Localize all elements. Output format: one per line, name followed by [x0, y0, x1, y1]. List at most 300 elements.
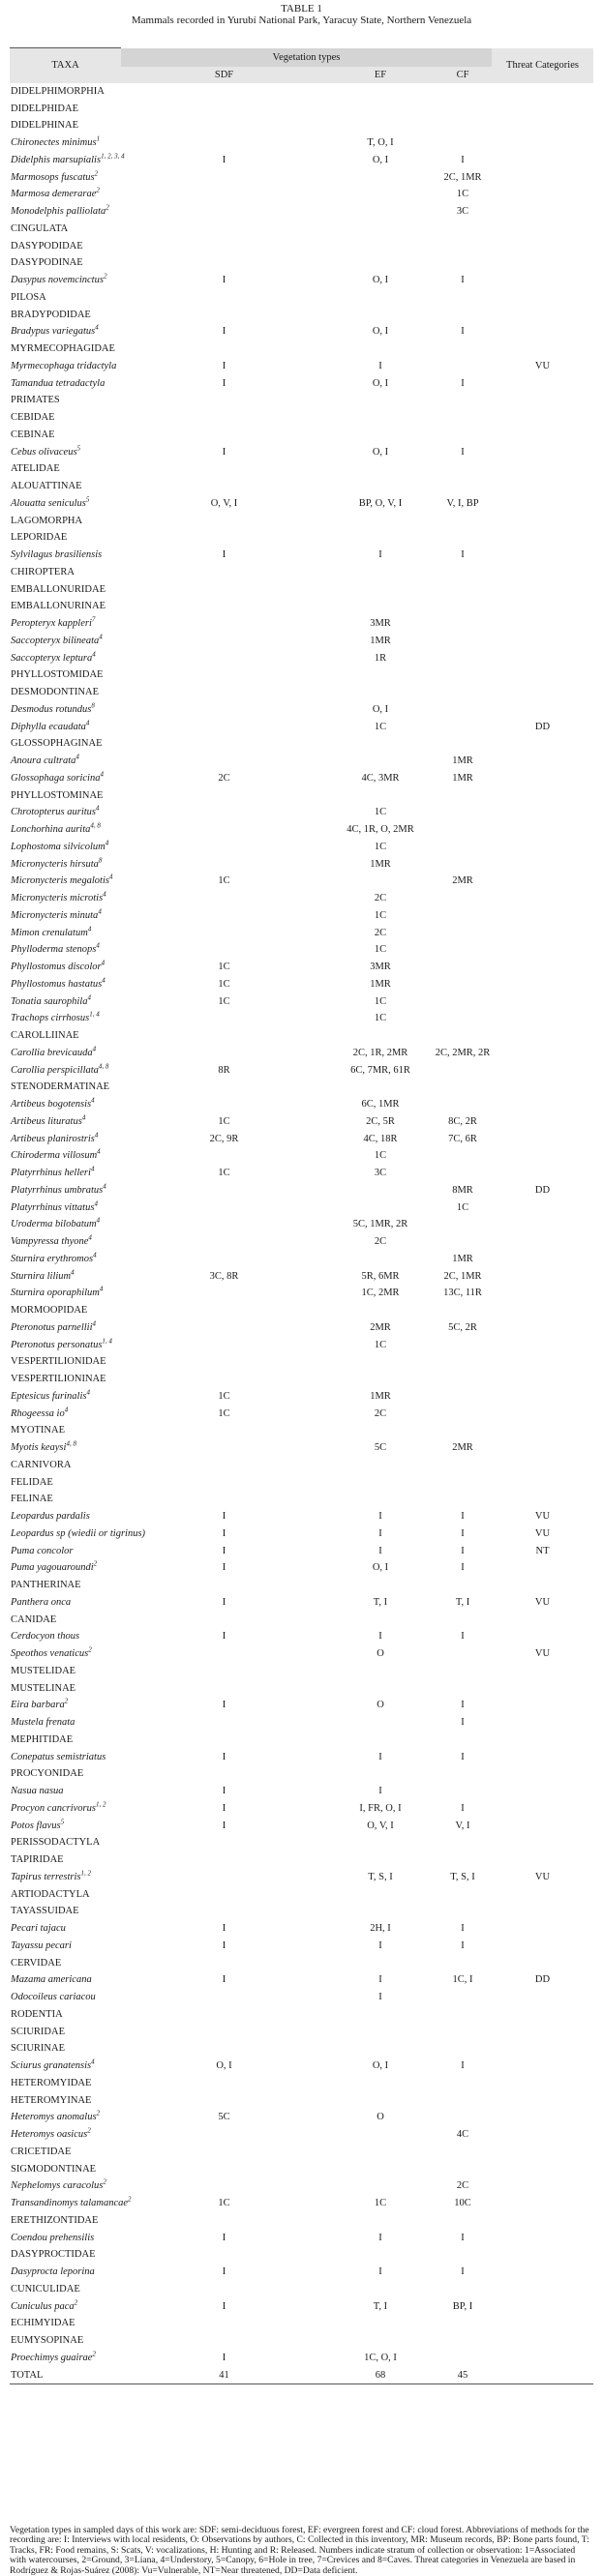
- source-superscript: 4: [91, 2058, 95, 2066]
- taxon-text: CHIROPTERA: [11, 566, 75, 577]
- taxon-text: Transandinomys talamancae: [11, 2198, 129, 2209]
- sdf-cell: [121, 1045, 327, 1062]
- threat-cell: [492, 804, 593, 821]
- taxon-group-name: [10, 1834, 121, 1851]
- threat-cell: [492, 649, 593, 666]
- taxon-text: Cebus olivaceus: [11, 446, 77, 458]
- species-row: [10, 1869, 593, 1886]
- species-name: [10, 1783, 121, 1800]
- threat-cell: [492, 203, 593, 221]
- empty-cell: [121, 786, 593, 804]
- source-superscript: 4: [71, 1268, 75, 1277]
- ef-cell: I: [378, 1992, 382, 2003]
- threat-cell: [492, 976, 593, 993]
- taxon-text: Micronycteris minuta: [11, 909, 99, 921]
- empty-cell: [121, 512, 593, 529]
- source-superscript: 2: [74, 2298, 78, 2307]
- sdf-cell: [121, 203, 327, 221]
- sdf-cell: I: [222, 1631, 226, 1643]
- empty-cell: [121, 1353, 593, 1371]
- ef-cell: O, I: [372, 1562, 389, 1574]
- taxon-text: ERETHIZONTIDAE: [11, 2214, 99, 2226]
- taxon-group-name: [10, 598, 121, 615]
- species-row: [10, 1542, 593, 1559]
- species-name: [10, 1817, 121, 1834]
- taxa-column-header: TAXA: [10, 48, 121, 83]
- ef-cell: [327, 873, 434, 890]
- taxon-text: Carollia brevicauda: [11, 1047, 93, 1058]
- taxon-group-name: [10, 392, 121, 409]
- taxon-text: Phyllostomus hastatus: [11, 978, 103, 990]
- sdf-cell: [121, 1096, 327, 1113]
- sdf-cell: I: [222, 1923, 226, 1935]
- taxon-text: Cuniculus paca: [11, 2300, 75, 2312]
- taxon-text: Chironectes minimus: [11, 137, 97, 149]
- species-name: [10, 855, 121, 873]
- ef-cell: 2H, I: [370, 1923, 391, 1935]
- source-superscript: 4: [87, 993, 91, 1002]
- source-superscript: 1, 2: [95, 1800, 106, 1809]
- taxon-group-row: [10, 2144, 593, 2161]
- taxon-text: PHYLLOSTOMIDAE: [11, 669, 104, 681]
- sdf-cell: I: [222, 326, 226, 338]
- taxon-group-name: [10, 1732, 121, 1749]
- taxon-group-row: [10, 1422, 593, 1439]
- taxon-group-name: [10, 1422, 121, 1439]
- taxon-text: CERVIDAE: [11, 1957, 62, 1969]
- taxon-group-row: [10, 1302, 593, 1319]
- source-superscript: 4: [96, 941, 100, 950]
- cf-cell: [434, 959, 492, 976]
- species-name: [10, 2264, 121, 2281]
- taxon-text: Potos flavus: [11, 1820, 61, 1831]
- species-name: [10, 1628, 121, 1645]
- sdf-cell: I: [222, 2232, 226, 2243]
- species-name: [10, 1045, 121, 1062]
- empty-cell: [121, 478, 593, 495]
- taxon-group-row: [10, 1765, 593, 1783]
- source-superscript: 2: [88, 1645, 92, 1654]
- species-row: [10, 1783, 593, 1800]
- cf-cell: V, I: [455, 1820, 470, 1831]
- species-name: [10, 718, 121, 735]
- taxon-text: EMBALLONURIDAE: [11, 583, 106, 595]
- taxon-text: CAROLLIINAE: [11, 1030, 79, 1042]
- taxon-text: ALOUATTINAE: [11, 481, 82, 492]
- taxon-text: PERISSODACTYLA: [11, 1837, 101, 1849]
- sdf-cell: 2C, 9R: [209, 1133, 239, 1144]
- source-superscript: 4: [94, 1199, 98, 1208]
- ef-cell: I: [378, 1527, 382, 1539]
- cf-cell: [434, 1165, 492, 1182]
- ef-cell: [327, 203, 434, 221]
- cf-cell: 8MR: [452, 1184, 473, 1196]
- empty-cell: [121, 289, 593, 307]
- cf-cell: I: [461, 1700, 465, 1711]
- source-superscript: 4, 8: [66, 1439, 76, 1448]
- taxon-group-row: [10, 735, 593, 753]
- table-title: TABLE 1: [281, 3, 322, 15]
- taxon-group-name: [10, 2281, 121, 2298]
- empty-cell: [121, 1027, 593, 1045]
- ef-cell: 6C, 7MR, 61R: [350, 1064, 410, 1076]
- sdf-cell: I: [222, 1700, 226, 1711]
- taxon-group-name: [10, 580, 121, 598]
- cf-cell: 10C: [454, 2198, 471, 2209]
- cf-cell: 2MR: [452, 875, 473, 887]
- species-name: [10, 2297, 121, 2315]
- sdf-cell: [121, 890, 327, 907]
- ef-cell: 4C, 18R: [363, 1133, 398, 1144]
- species-name: [10, 890, 121, 907]
- threat-cell: [492, 907, 593, 925]
- taxon-text: Leopardus sp (wiedii or tigrinus): [11, 1527, 146, 1539]
- ef-cell: 2C, 1R, 2MR: [352, 1047, 408, 1058]
- species-name: [10, 1336, 121, 1353]
- sdf-cell: 5C: [218, 2112, 230, 2123]
- species-name: [10, 1061, 121, 1079]
- taxon-group-name: [10, 1663, 121, 1680]
- species-row: [10, 495, 593, 513]
- sdf-cell: [121, 1199, 327, 1216]
- taxon-text: Tamandua tetradactyla: [11, 377, 106, 389]
- taxon-group-row: [10, 237, 593, 254]
- cf-cell: I: [461, 1545, 465, 1556]
- species-name: [10, 1989, 121, 2006]
- threat-cell: [492, 2229, 593, 2246]
- taxon-text: Pecari tajacu: [11, 1923, 66, 1935]
- species-name: [10, 1697, 121, 1714]
- species-row: [10, 804, 593, 821]
- taxon-text: Speothos venaticus: [11, 1648, 89, 1660]
- source-superscript: 2: [106, 203, 109, 212]
- threat-cell: DD: [534, 1974, 551, 1986]
- species-name: [10, 168, 121, 186]
- threat-cell: [492, 323, 593, 341]
- species-name: [10, 633, 121, 650]
- sdf-cell: 8R: [218, 1064, 230, 1076]
- cf-cell: 2C, 1MR: [443, 171, 482, 183]
- species-row: [10, 1559, 593, 1577]
- sdf-cell: 1C: [218, 1168, 230, 1179]
- taxon-group-row: [10, 100, 593, 117]
- taxon-text: SCIURIDAE: [11, 2026, 66, 2037]
- threat-cell: [492, 443, 593, 460]
- cf-cell: 2MR: [452, 1442, 473, 1454]
- empty-cell: [121, 1422, 593, 1439]
- empty-cell: [121, 564, 593, 581]
- ef-cell: T, I: [373, 1596, 388, 1608]
- taxon-group-row: [10, 254, 593, 272]
- source-superscript: 4, 8: [98, 1062, 109, 1071]
- species-row: [10, 358, 593, 375]
- species-row: [10, 1817, 593, 1834]
- species-row: [10, 374, 593, 392]
- threat-cell: [492, 839, 593, 856]
- empty-cell: [121, 684, 593, 701]
- cf-cell: I: [461, 1631, 465, 1643]
- source-superscript: 4: [94, 1131, 99, 1140]
- source-superscript: 4: [75, 753, 79, 761]
- sdf-cell: I: [222, 154, 226, 165]
- cf-cell: [434, 358, 492, 375]
- cf-cell: [434, 1783, 492, 1800]
- taxon-text: VESPERTILIONIDAE: [11, 1356, 106, 1368]
- source-superscript: 4: [92, 1045, 97, 1053]
- taxon-text: Vampyressa thyone: [11, 1236, 89, 1248]
- species-name: [10, 2126, 121, 2144]
- taxon-text: TAYASSUIDAE: [11, 1906, 79, 1917]
- sdf-cell: I: [222, 446, 226, 458]
- empty-cell: [121, 1732, 593, 1749]
- empty-cell: [121, 1903, 593, 1920]
- threat-cell: [492, 1113, 593, 1131]
- species-name: [10, 976, 121, 993]
- threat-cell: [492, 701, 593, 719]
- taxon-text: EUMYSOPINAE: [11, 2335, 84, 2347]
- source-superscript: 4: [81, 1113, 86, 1122]
- source-superscript: 4: [95, 323, 99, 332]
- source-superscript: 4: [85, 719, 90, 727]
- ef-cell: 1C: [374, 2198, 387, 2209]
- species-name: [10, 1319, 121, 1337]
- empty-cell: [121, 1679, 593, 1697]
- taxon-group-name: [10, 1903, 121, 1920]
- empty-cell: [121, 580, 593, 598]
- ef-cell: I: [378, 2266, 382, 2278]
- species-name: [10, 1542, 121, 1559]
- cf-cell: [434, 804, 492, 821]
- taxon-text: Artibeus bogotensis: [11, 1099, 92, 1110]
- cf-cell: 1MR: [452, 755, 473, 767]
- source-superscript: 4: [96, 1216, 101, 1225]
- cf-cell: [434, 1096, 492, 1113]
- empty-cell: [121, 666, 593, 684]
- taxon-group-row: [10, 666, 593, 684]
- taxon-group-row: [10, 512, 593, 529]
- ef-cell: [327, 186, 434, 203]
- taxon-text: Diphylla ecaudata: [11, 721, 86, 732]
- cf-cell: [434, 2109, 492, 2126]
- sdf-cell: I: [222, 1939, 226, 1951]
- cf-cell: 4C: [456, 2129, 469, 2141]
- cf-cell: [434, 1147, 492, 1165]
- sdf-cell: I: [222, 1596, 226, 1608]
- species-name: [10, 1388, 121, 1406]
- taxon-group-row: [10, 2160, 593, 2177]
- source-superscript: 2: [96, 186, 100, 194]
- species-row: [10, 1697, 593, 1714]
- ef-cell: [327, 1182, 434, 1199]
- sdf-cell: [121, 1147, 327, 1165]
- species-name: [10, 1645, 121, 1663]
- taxon-text: MUSTELIDAE: [11, 1665, 76, 1676]
- taxon-group-name: [10, 786, 121, 804]
- taxon-group-name: [10, 2091, 121, 2109]
- threat-cell: VU: [534, 1511, 551, 1523]
- taxon-group-name: [10, 684, 121, 701]
- ef-cell: 4C, 3MR: [361, 772, 400, 784]
- sdf-cell: I: [222, 549, 226, 561]
- threat-cell: [492, 1130, 593, 1147]
- species-name: [10, 1199, 121, 1216]
- ef-cell: 1MR: [370, 978, 391, 990]
- mammals-table: [10, 47, 593, 2384]
- threat-cell: [492, 1920, 593, 1938]
- cf-cell: I: [461, 2060, 465, 2072]
- taxon-text: Desmodus rotundus: [11, 703, 92, 715]
- species-name: [10, 941, 121, 959]
- threat-cell: [492, 186, 593, 203]
- source-superscript: 4: [64, 1406, 69, 1414]
- cf-cell: 1C: [456, 1201, 469, 1213]
- sdf-cell: [121, 615, 327, 633]
- taxon-group-name: [10, 1577, 121, 1594]
- ef-cell: 1C: [374, 1150, 387, 1162]
- taxon-group-name: [10, 2315, 121, 2332]
- threat-cell: [492, 168, 593, 186]
- threat-cell: [492, 1251, 593, 1268]
- taxon-text: STENODERMATINAE: [11, 1081, 110, 1093]
- empty-cell: [121, 1885, 593, 1903]
- species-row: [10, 941, 593, 959]
- species-row: [10, 1113, 593, 1131]
- source-superscript: 2: [103, 2177, 106, 2186]
- taxon-group-name: [10, 117, 121, 134]
- empty-cell: [121, 254, 593, 272]
- source-superscript: 4: [105, 839, 109, 847]
- taxon-text: Micronycteris hirsuta: [11, 858, 99, 870]
- empty-cell: [121, 735, 593, 753]
- taxon-text: LAGOMORPHA: [11, 515, 83, 526]
- source-superscript: 4: [86, 1388, 90, 1397]
- ef-cell: O, I: [372, 377, 389, 389]
- ef-cell: 1C: [374, 944, 387, 956]
- cf-cell: [434, 1388, 492, 1406]
- species-name: [10, 1285, 121, 1302]
- species-row: [10, 1971, 593, 1989]
- sdf-cell: [121, 821, 327, 839]
- cf-cell: 2C, 2MR, 2R: [435, 1047, 491, 1058]
- species-name: [10, 203, 121, 221]
- threat-cell: [492, 1285, 593, 1302]
- species-name: [10, 1010, 121, 1027]
- taxon-text: Cerdocyon thous: [11, 1631, 80, 1643]
- threat-cell: [492, 1061, 593, 1079]
- ef-cell: 2C: [374, 893, 387, 904]
- ef-cell: 1C: [374, 995, 387, 1007]
- ef-cell: O, V, I: [367, 1820, 394, 1831]
- cf-cell: I: [461, 1562, 465, 1574]
- taxon-text: Marmosops fuscatus: [11, 171, 95, 183]
- empty-cell: [121, 117, 593, 134]
- taxon-text: DASYPODINAE: [11, 257, 83, 269]
- sdf-cell: 1C: [218, 1115, 230, 1127]
- species-name: [10, 547, 121, 564]
- threat-cell: [492, 753, 593, 770]
- threat-cell: VU: [534, 1596, 551, 1608]
- taxon-text: CEBINAE: [11, 429, 55, 440]
- ef-cell: O, I: [372, 703, 389, 715]
- source-superscript: 4: [99, 633, 103, 641]
- taxon-text: Myrmecophaga tridactyla: [11, 360, 117, 371]
- taxon-group-name: [10, 289, 121, 307]
- empty-cell: [121, 2075, 593, 2092]
- empty-cell: [121, 1079, 593, 1096]
- cf-cell: [434, 1010, 492, 1027]
- threat-cell: [492, 1319, 593, 1337]
- source-superscript: 4, 8: [90, 821, 101, 830]
- taxon-group-row: [10, 341, 593, 358]
- species-row: [10, 890, 593, 907]
- ef-cell: O, I: [372, 275, 389, 286]
- table-caption: [0, 0, 603, 32]
- species-name: [10, 2058, 121, 2075]
- empty-cell: [121, 2332, 593, 2350]
- empty-cell: [121, 2212, 593, 2230]
- taxon-group-row: [10, 1903, 593, 1920]
- taxon-text: DASYPROCTIDAE: [11, 2249, 96, 2261]
- cf-cell: [434, 1233, 492, 1251]
- ef-cell: 2C: [374, 1407, 387, 1419]
- cf-cell: I: [461, 549, 465, 561]
- cf-cell: 1C: [456, 189, 469, 200]
- taxon-group-row: [10, 1027, 593, 1045]
- sdf-cell: I: [222, 360, 226, 371]
- taxon-text: Mazama americana: [11, 1974, 92, 1986]
- species-row: [10, 272, 593, 289]
- source-superscript: 8: [98, 856, 103, 865]
- taxon-group-row: [10, 2315, 593, 2332]
- taxon-text: Nasua nasua: [11, 1786, 64, 1797]
- taxon-text: Anoura cultrata: [11, 755, 76, 767]
- taxon-text: CRICETIDAE: [11, 2146, 72, 2157]
- ef-cell: 1C: [374, 1013, 387, 1024]
- threat-cell: [492, 1267, 593, 1285]
- taxon-group-name: [10, 1371, 121, 1388]
- empty-cell: [121, 529, 593, 547]
- species-row: [10, 701, 593, 719]
- species-row: [10, 1645, 593, 1663]
- ef-cell: [327, 753, 434, 770]
- empty-cell: [121, 392, 593, 409]
- species-row: [10, 1388, 593, 1406]
- taxon-group-row: [10, 392, 593, 409]
- threat-cell: [492, 1714, 593, 1732]
- taxon-group-name: [10, 1027, 121, 1045]
- ef-cell: [327, 168, 434, 186]
- species-row: [10, 770, 593, 787]
- species-row: [10, 1251, 593, 1268]
- taxon-group-row: [10, 1491, 593, 1508]
- taxon-text: Tapirus terrestris: [11, 1871, 81, 1882]
- source-superscript: 4: [92, 650, 96, 659]
- ef-cell: O, I: [372, 446, 389, 458]
- species-row: [10, 873, 593, 890]
- taxon-text: Saccopteryx bilineata: [11, 635, 100, 646]
- cf-cell: I: [461, 1511, 465, 1523]
- taxon-group-row: [10, 1834, 593, 1851]
- threat-cell: [492, 1010, 593, 1027]
- cf-cell: [434, 1336, 492, 1353]
- taxon-text: Didelphis marsupialis: [11, 154, 102, 165]
- total-row: [10, 2366, 593, 2384]
- taxon-group-name: [10, 341, 121, 358]
- taxon-group-name: [10, 1473, 121, 1491]
- taxon-group-name: [10, 512, 121, 529]
- species-name: [10, 649, 121, 666]
- ef-cell: 1MR: [370, 858, 391, 870]
